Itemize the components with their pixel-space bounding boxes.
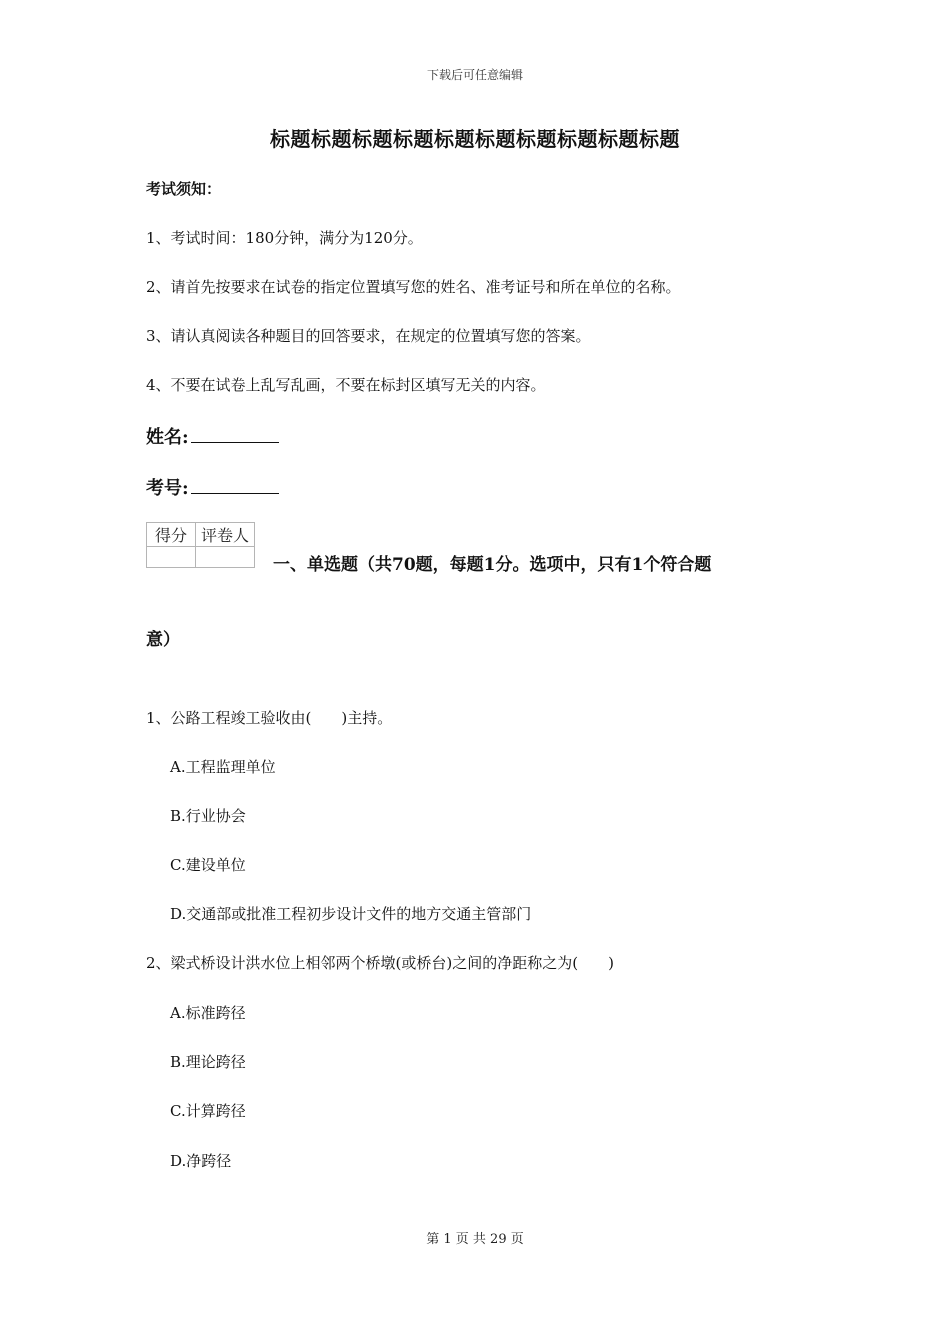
grader-cell <box>196 547 255 568</box>
section-title-continued: 意） <box>146 630 180 650</box>
grader-header: 评卷人 <box>196 523 255 547</box>
name-field <box>146 423 279 449</box>
question-2-option-a: A.标准跨径 <box>170 1004 246 1022</box>
exam-rule-4: 4、不要在试卷上乱写乱画，不要在标封区填写无关的内容。 <box>146 376 546 394</box>
page-footer: 第 1 页 共 29 页 <box>426 1232 524 1247</box>
question-1-option-b: B.行业协会 <box>170 807 246 825</box>
id-field <box>146 474 279 500</box>
question-2: 2、梁式桥设计洪水位上相邻两个桥墩(或桥台)之间的净距称之为( ) <box>146 954 614 972</box>
exam-rule-1: 1、考试时间：180分钟，满分为120分。 <box>146 229 423 247</box>
exam-rule-2: 2、请首先按要求在试卷的指定位置填写您的姓名、准考证号和所在单位的名称。 <box>146 278 681 296</box>
question-1-option-c: C.建设单位 <box>170 856 246 874</box>
page-header: 下载后可任意编辑 <box>426 68 523 82</box>
document-title: 标题标题标题标题标题标题标题标题标题标题 <box>270 127 680 151</box>
question-2-option-b: B.理论跨径 <box>170 1053 246 1071</box>
id-blank[interactable] <box>191 475 279 494</box>
question-2-option-c: C.计算跨径 <box>170 1102 246 1120</box>
score-cell <box>147 547 196 568</box>
question-1-option-a: A.工程监理单位 <box>170 758 276 776</box>
score-table <box>146 522 255 568</box>
section-title: 一、单选题（共70题，每题1分。选项中，只有1个符合题 <box>273 555 712 575</box>
exam-notice-heading: 考试须知： <box>146 180 222 198</box>
name-label: 姓名: <box>146 427 189 448</box>
exam-rule-3: 3、请认真阅读各种题目的回答要求，在规定的位置填写您的答案。 <box>146 327 591 345</box>
score-header: 得分 <box>147 523 196 547</box>
question-1: 1、公路工程竣工验收由( )主持。 <box>146 709 393 727</box>
question-1-option-d: D.交通部或批准工程初步设计文件的地方交通主管部门 <box>170 905 532 923</box>
id-label: 考号: <box>146 478 189 499</box>
question-2-option-d: D.净跨径 <box>170 1152 232 1170</box>
name-blank[interactable] <box>191 424 279 443</box>
